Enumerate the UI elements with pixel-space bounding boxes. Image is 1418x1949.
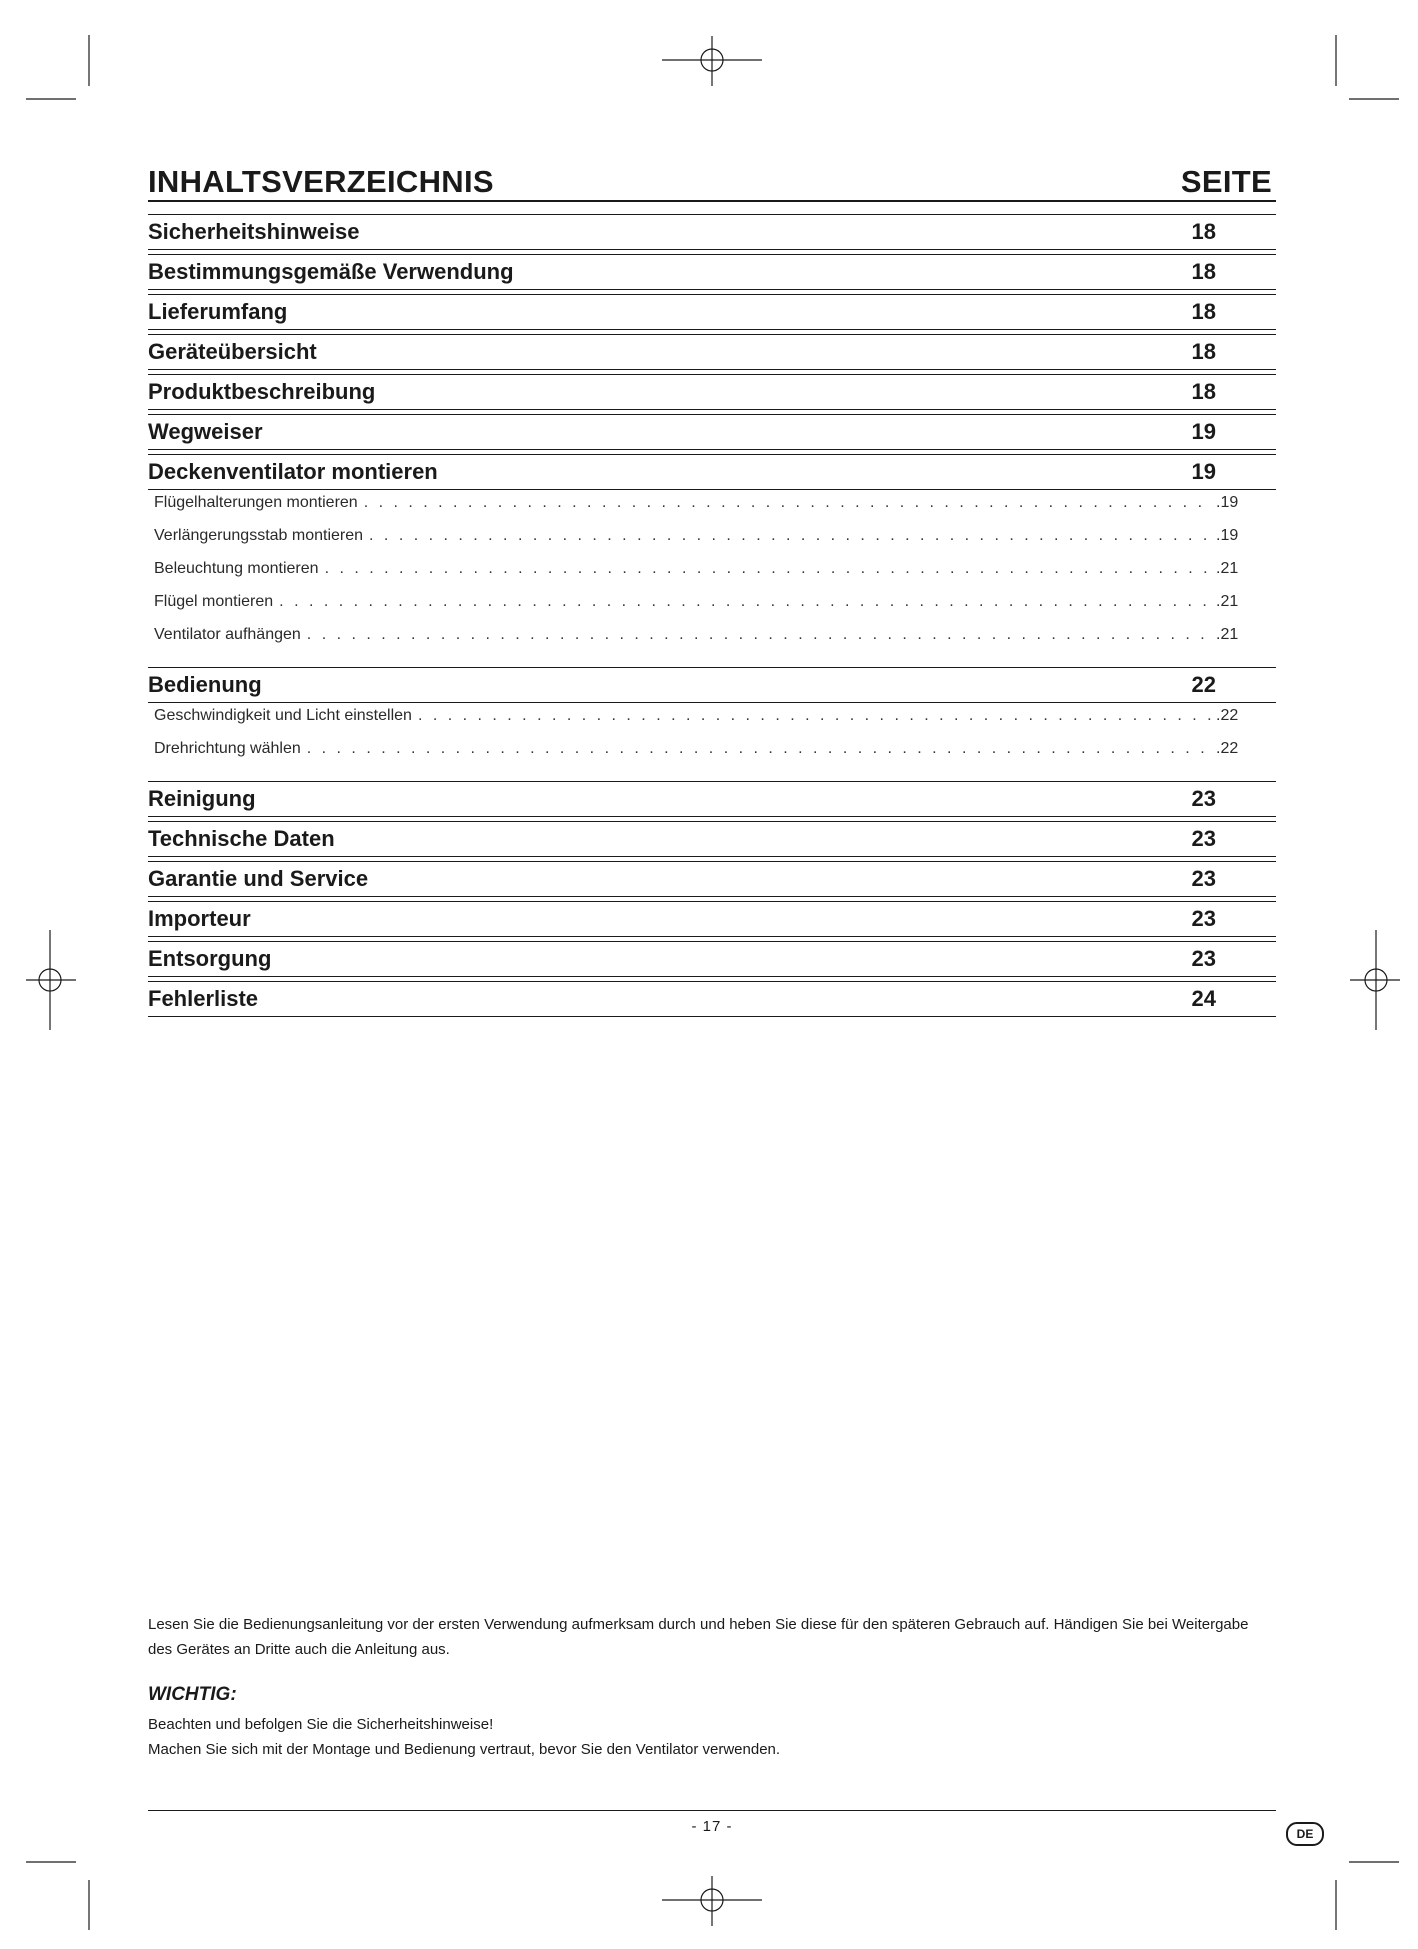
important-notes <box>148 1712 780 1762</box>
toc-subsection-title: Flügelhalterungen montieren <box>154 494 358 511</box>
toc-subsection-page: .21 <box>1216 626 1239 643</box>
toc-section-page: 24 <box>1191 986 1216 1011</box>
toc-section-title: Reinigung <box>148 786 256 811</box>
toc-section <box>148 781 1276 817</box>
page-number: - 17 - <box>691 1818 733 1835</box>
toc-subsection-page: .21 <box>1216 593 1239 610</box>
toc-section-heading[interactable] <box>148 214 1276 250</box>
dot-leader <box>369 527 1214 545</box>
dot-leader <box>364 494 1214 512</box>
toc-subsection-title: Geschwindigkeit und Licht einstellen <box>154 707 412 724</box>
toc-title: INHALTSVERZEICHNIS <box>148 164 494 199</box>
toc-section-page: 18 <box>1191 259 1216 284</box>
toc-section <box>148 821 1276 857</box>
toc-section <box>148 941 1276 977</box>
toc-section-page: 23 <box>1191 826 1216 851</box>
toc-subsection-page: .22 <box>1216 740 1239 757</box>
table-of-contents <box>148 214 1276 1017</box>
toc-section <box>148 981 1276 1017</box>
toc-section-page: 22 <box>1191 672 1216 697</box>
dot-leader <box>307 740 1214 758</box>
intro-text: Lesen Sie die Bedienungsanleitung vor der ersten Verwendung aufmerksam durch und heben Sie diese für den späteren Gebrauch auf. Händigen Sie bei Weitergabe des Gerätes an Dritte auch die Anleitung aus. <box>148 1616 1249 1658</box>
toc-subsection[interactable] <box>154 626 1276 659</box>
toc-section-title: Importeur <box>148 906 251 931</box>
toc-section-title: Wegweiser <box>148 419 263 444</box>
toc-section-page: 18 <box>1191 339 1216 364</box>
toc-section <box>148 414 1276 450</box>
toc-header <box>148 160 1276 202</box>
toc-section <box>148 901 1276 937</box>
toc-subsection-title: Ventilator aufhängen <box>154 626 301 643</box>
toc-subsection[interactable] <box>154 527 1276 560</box>
toc-section-heading[interactable] <box>148 334 1276 370</box>
toc-section-heading[interactable] <box>148 861 1276 897</box>
toc-subsection-page: .21 <box>1216 560 1239 577</box>
toc-section <box>148 294 1276 330</box>
toc-section-heading[interactable] <box>148 414 1276 450</box>
footer-divider <box>148 1810 1276 1811</box>
toc-subsection-list <box>148 490 1276 663</box>
toc-section-title: Lieferumfang <box>148 299 288 324</box>
toc-section-page: 18 <box>1191 379 1216 404</box>
important-note: Beachten und befolgen Sie die Sicherheitshinweise! <box>148 1716 494 1733</box>
language-badge: DE <box>1286 1822 1324 1846</box>
toc-section-title: Deckenventilator montieren <box>148 459 438 484</box>
toc-section-title: Fehlerliste <box>148 986 259 1011</box>
toc-subsection[interactable] <box>154 740 1276 773</box>
toc-section-page: 23 <box>1191 786 1216 811</box>
toc-section-heading[interactable] <box>148 901 1276 937</box>
dot-leader <box>325 560 1214 578</box>
toc-subsection-page: .19 <box>1216 494 1239 511</box>
toc-section-heading[interactable] <box>148 454 1276 490</box>
toc-subsection-list <box>148 703 1276 777</box>
toc-subsection[interactable] <box>154 494 1276 527</box>
toc-section-page: 19 <box>1191 419 1216 444</box>
toc-section-title: Produktbeschreibung <box>148 379 376 404</box>
dot-leader <box>418 707 1214 725</box>
toc-subsection[interactable] <box>154 707 1276 740</box>
toc-subsection-title: Verlängerungsstab montieren <box>154 527 364 544</box>
toc-section-title: Garantie und Service <box>148 866 369 891</box>
toc-section-title: Sicherheitshinweise <box>148 219 360 244</box>
toc-section-heading[interactable] <box>148 941 1276 977</box>
toc-section-page: 23 <box>1191 906 1216 931</box>
dot-leader <box>279 593 1214 611</box>
toc-section <box>148 667 1276 777</box>
toc-section-heading[interactable] <box>148 821 1276 857</box>
toc-subsection-title: Flügel montieren <box>154 593 274 610</box>
toc-section-heading[interactable] <box>148 981 1276 1017</box>
toc-subsection-page: .19 <box>1216 527 1239 544</box>
toc-section-page: 18 <box>1191 299 1216 324</box>
toc-section <box>148 214 1276 250</box>
dot-leader <box>307 626 1214 644</box>
important-note: Machen Sie sich mit der Montage und Bedienung vertraut, bevor Sie den Ventilator verwenden. <box>148 1741 781 1758</box>
toc-section-title: Technische Daten <box>148 826 335 851</box>
manual-page <box>148 0 1314 1949</box>
toc-subsection-page: .22 <box>1216 707 1239 724</box>
toc-section-title: Bestimmungsgemäße Verwendung <box>148 259 514 284</box>
toc-section-heading[interactable] <box>148 374 1276 410</box>
toc-section <box>148 454 1276 663</box>
toc-section-title: Geräteübersicht <box>148 339 317 364</box>
toc-section <box>148 374 1276 410</box>
toc-section-title: Bedienung <box>148 672 262 697</box>
toc-subsection[interactable] <box>154 593 1276 626</box>
toc-section-page: 18 <box>1191 219 1216 244</box>
toc-section-heading[interactable] <box>148 254 1276 290</box>
toc-subsection[interactable] <box>154 560 1276 593</box>
toc-section <box>148 861 1276 897</box>
toc-section-page: 23 <box>1191 866 1216 891</box>
toc-section-title: Entsorgung <box>148 946 272 971</box>
toc-section-page: 19 <box>1191 459 1216 484</box>
important-heading: WICHTIG: <box>148 1684 237 1705</box>
toc-section-heading[interactable] <box>148 781 1276 817</box>
toc-subsection-title: Drehrichtung wählen <box>154 740 301 757</box>
toc-section-page: 23 <box>1191 946 1216 971</box>
toc-section-heading[interactable] <box>148 667 1276 703</box>
toc-section <box>148 334 1276 370</box>
toc-section <box>148 254 1276 290</box>
toc-section-heading[interactable] <box>148 294 1276 330</box>
toc-subsection-title: Beleuchtung montieren <box>154 560 319 577</box>
page-column-label: SEITE <box>1180 164 1272 199</box>
